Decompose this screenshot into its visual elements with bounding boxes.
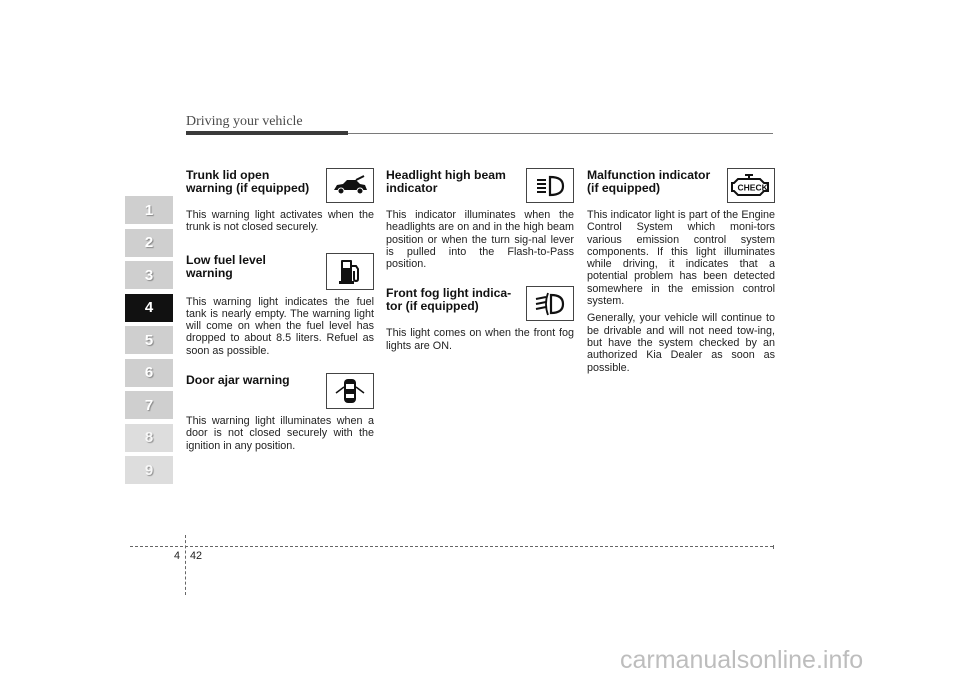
section-heading [587,168,710,195]
heading-line: tor (if equipped) [386,299,479,314]
chapter-tab-2[interactable]: 2 [125,229,173,257]
heading-line: Door ajar warning [186,373,290,388]
heading-line: Headlight high beam [386,168,506,182]
chapter-tab-4[interactable]: 4 [125,294,173,322]
watermark: carmanualsonline.info [620,646,864,674]
section-trunk-lid [186,168,374,234]
section-front-fog [386,286,574,352]
trunk-open-icon [326,168,374,203]
section-heading [186,253,266,280]
column-2 [386,168,574,352]
page-header-title: Driving your vehicle [186,114,303,129]
chapter-tab-3[interactable]: 3 [125,261,173,289]
footer-divider [185,535,186,595]
fog-light-icon [526,286,574,321]
chapter-tab-6[interactable]: 6 [125,359,173,387]
fuel-pump-icon [326,253,374,290]
section-heading [186,168,309,195]
chapter-tab-8[interactable]: 8 [125,424,173,452]
heading-line: Trunk lid open [186,168,270,182]
heading-line: indicator [386,181,438,195]
section-body: This indicator light is part of the Engine Control System which moni-tors various emission control system components. If this light illuminates while driving, it indicates that a potential problem has been detected somewhere in the emission control system. [587,209,775,308]
heading-line: Low fuel level [186,252,266,267]
section-body: Generally, your vehicle will continue to be drivable and will not need tow-ing, but have the system checked by an authorized Kia Dealer as soon as possible. [587,312,775,374]
heading-line: Malfunction indicator [587,168,711,182]
section-heading [386,168,506,195]
heading-line: warning (if equipped) [186,181,310,195]
section-malfunction-indicator [587,168,775,374]
chapter-number: 4 [174,550,181,562]
column-3 [587,168,775,374]
section-door-ajar [186,373,374,452]
chapter-tab-1[interactable]: 1 [125,196,173,224]
header-bar [186,131,348,135]
chapter-tab-9[interactable]: 9 [125,456,173,484]
chapter-tab-5[interactable]: 5 [125,326,173,354]
high-beam-icon [526,168,574,203]
heading-line: (if equipped) [587,181,661,195]
chapter-tabs [125,196,173,489]
chapter-tab-7[interactable]: 7 [125,391,173,419]
section-high-beam [386,168,574,270]
page-number: 42 [190,550,203,562]
header-rule [348,133,773,134]
column-1 [186,168,374,452]
footer-rule [130,546,773,547]
heading-line: warning [186,265,233,280]
check-engine-icon [727,168,775,203]
section-heading [186,373,290,387]
section-body: This warning light indicates the fuel tank is nearly empty. The warning light will come on when the fuel level has dropped to about 8.5 liters. Refuel as soon as possible. [186,295,374,357]
section-body: This warning light activates when the trunk is not closed securely. [186,209,374,234]
footer-tick [773,545,774,549]
heading-line: Front fog light indica- [386,286,512,301]
section-body: This light comes on when the front fog lights are ON. [386,327,574,352]
door-ajar-icon [326,373,374,409]
check-icon-label: CHECK [737,182,768,192]
section-body: This indicator illuminates when the headlights are on and in the high beam position or when the turn sig-nal lever is pulled into the Flash-to-Pass position. [386,209,574,271]
section-low-fuel [186,253,374,357]
section-heading [386,286,511,313]
section-body: This warning light illuminates when a door is not closed securely with the ignition in any position. [186,415,374,452]
